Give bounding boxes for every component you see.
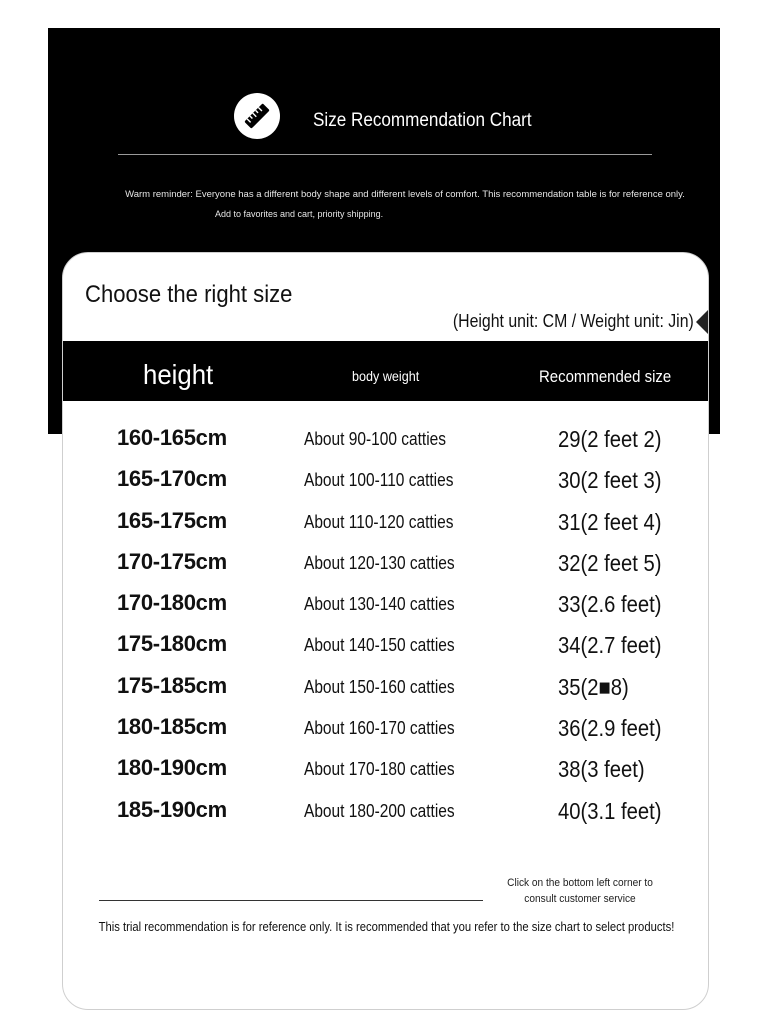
shipping-note: Add to favorites and cart, priority shipping. [215, 209, 384, 219]
weight-cell: About 120-130 catties [304, 552, 455, 573]
title-divider [118, 154, 652, 155]
size-cell: 35(2■8) [558, 673, 629, 700]
column-header-weight: body weight [352, 368, 420, 384]
weight-cell: About 150-160 catties [304, 676, 455, 697]
column-header-size: Recommended size [539, 367, 672, 386]
footer-note: This trial recommendation is for reference only. It is recommended that you refer to the size chart to select products! [98, 920, 675, 934]
table-header [63, 341, 709, 401]
size-cell: 34(2.7 feet) [558, 632, 662, 659]
weight-cell: About 130-140 catties [304, 594, 455, 615]
weight-cell: About 160-170 catties [304, 718, 455, 739]
column-header-height: height [143, 359, 214, 390]
weight-cell: About 100-110 catties [304, 470, 454, 491]
size-cell: 33(2.6 feet) [558, 591, 662, 618]
table-row [63, 793, 709, 834]
size-cell: 32(2 feet 5) [558, 549, 662, 576]
weight-cell: About 170-180 catties [304, 759, 455, 780]
height-cell: 180-190cm [117, 755, 227, 781]
table-row [63, 504, 709, 545]
height-cell: 180-185cm [117, 714, 227, 740]
weight-cell: About 110-120 catties [304, 511, 454, 532]
size-cell: 38(3 feet) [558, 756, 645, 783]
size-cell: 29(2 feet 2) [558, 426, 662, 452]
height-cell: 160-165cm [117, 425, 227, 450]
size-cell: 40(3.1 feet) [558, 797, 662, 824]
height-cell: 170-175cm [117, 548, 227, 574]
table-row [63, 669, 709, 710]
weight-cell: About 140-150 catties [304, 635, 455, 656]
size-cell: 31(2 feet 4) [558, 508, 662, 535]
height-cell: 175-180cm [117, 631, 227, 657]
table-row [63, 462, 709, 503]
ruler-icon [234, 93, 280, 139]
table-row [63, 751, 709, 792]
units-note: (Height unit: CM / Weight unit: Jin) [453, 311, 694, 331]
size-cell: 30(2 feet 3) [558, 467, 662, 494]
table-row [63, 586, 709, 627]
arrow-left-icon [696, 309, 709, 335]
size-cell: 36(2.9 feet) [558, 715, 662, 742]
page-title: Size Recommendation Chart [313, 110, 532, 131]
table-row [63, 710, 709, 751]
consult-note: Click on the bottom left corner to consult customer service [507, 877, 653, 905]
height-cell: 185-190cm [117, 796, 227, 822]
reminder-text: Warm reminder: Everyone has a different body shape and different levels of comfort. This recommendation table is for reference only. [125, 189, 685, 200]
footer-divider [99, 900, 483, 901]
weight-cell: About 180-200 catties [304, 800, 455, 821]
height-cell: 175-185cm [117, 672, 227, 698]
weight-cell: About 90-100 catties [304, 429, 447, 449]
card-heading: Choose the right size [85, 281, 293, 308]
height-cell: 165-175cm [117, 507, 227, 533]
height-cell: 165-170cm [117, 466, 227, 492]
height-cell: 170-180cm [117, 590, 227, 616]
size-card [62, 252, 709, 1010]
table-row [63, 627, 709, 668]
size-table [63, 421, 709, 834]
table-row [63, 545, 709, 586]
table-row [63, 421, 709, 462]
